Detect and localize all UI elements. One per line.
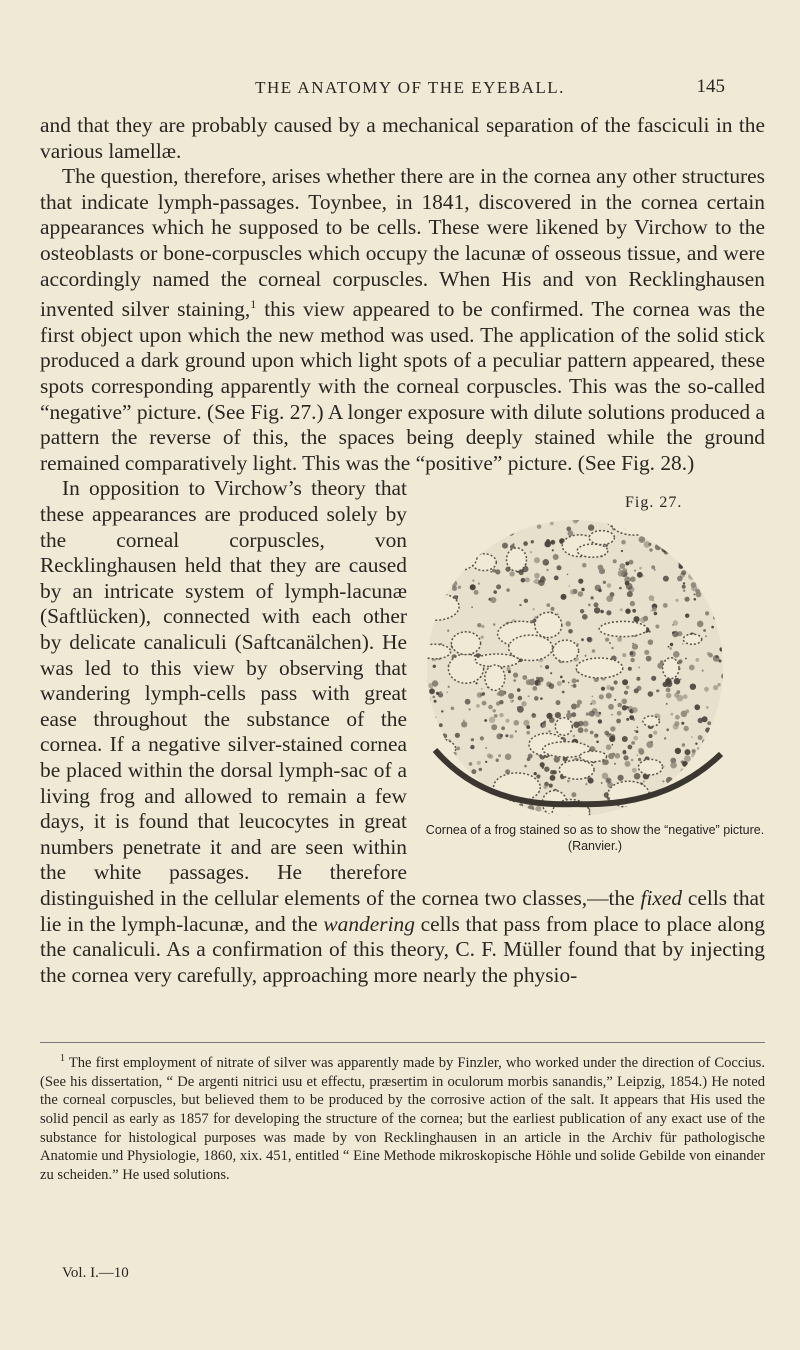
emphasis-fixed: fixed (640, 885, 683, 910)
paragraph-2: The question, therefore, arises whether there are in the cornea any other structures that indicate lymph-passages. Toynbee, in 1841, discovered in the cornea certain appearances which he supposed to be cells. These were likened by Virchow to the osteoblasts or bone-corpuscles which occupy the lacunæ of osseous tissue, and were accordingly named the corneal corpuscles. When His and von Recklinghausen invented silver staining,$^1$ this view appeared to be confirmed. The cornea was the first object upon which the new method was used. The application of the solid stick produced a dark ground upon which light spots of a peculiar pattern appeared, these spots corresponding apparently with the corneal corpuscles. This was the so-called “negative” picture. (See Fig. 27.) A longer exposure with dilute solutions produced a pattern the reverse of this, the spaces being deeply stained while the ground remained comparatively light. This was the “positive” picture. (See Fig. 28.) (40, 164, 765, 475)
body-text (40, 113, 765, 988)
figure-label: Fig. 27. (625, 494, 683, 512)
running-head (95, 78, 725, 104)
footnote-reference[interactable]: 1 (250, 297, 257, 312)
footnote-marker: 1 (60, 1053, 65, 1064)
running-title: THE ANATOMY OF THE EYEBALL. (255, 78, 565, 97)
emphasis-wandering: wandering (323, 911, 415, 936)
figure-27 (425, 476, 765, 866)
paragraph-3: In opposition to Virchow’s theory that these appearances are produced solely by the corneal corpuscles, von Recklinghausen held that they are caused by an intricate system of lymph-lacunæ (Saftlücken), connected with each other by delicate canaliculi (Saftcanälchen). He was led to this view by observing that wandering lymph-cells pass with great ease throughout the substance of the cornea. If a negative silver-stained cornea be placed within the dorsal lymph-sac of a living frog and allowed to remain a few days, it is found that leucocytes in great numbers penetrate it and are seen within the white passages. He therefore distinguished in the cellular elements of the cornea two classes,—the fixed cells that lie in the lymph-lacunæ, and the wandering cells that pass from place to place along the canaliculi. As a confirmation of this theory, C. F. Müller found that by injecting the cornea very carefully, approaching more nearly the physio- (40, 476, 765, 987)
page-number: 145 (696, 76, 725, 97)
footnote-rule (40, 1042, 765, 1043)
figure-caption: Cornea of a frog stained so as to show the “negative” picture. (Ranvier.) (425, 823, 765, 854)
paragraph-1: and that they are probably caused by a mechanical separation of the fasciculi in the various lamellæ. (40, 113, 765, 163)
signature-mark: Vol. I.—10 (62, 1265, 129, 1281)
footnote-text: The first employment of nitrate of silver was apparently made by Finzler, who worked under the direction of Coccius. (See his dissertation, “ De argenti nitrici usu et effectu, præsertim in oculorum morbis sanandis,” Leipzig, 1854.) He noted the corneal corpuscles, but believed them to be produced by the corrosive action of the salt. It appears that His used the solid pencil as early as 1857 for developing the structure of the cornea; but the earliest publication of any exact use of the substance for histological purposes was made by von Recklinghausen in an article in the Archiv für pathologische Anatomie und Physiologie, 1860, xix. 451, entitled “ Eine Methode mikroskopische Höhle und solide Gebilde von einander zu scheiden.” He used solutions. (40, 1054, 765, 1184)
cornea-micrograph (425, 518, 725, 818)
footnote (40, 1050, 765, 1185)
